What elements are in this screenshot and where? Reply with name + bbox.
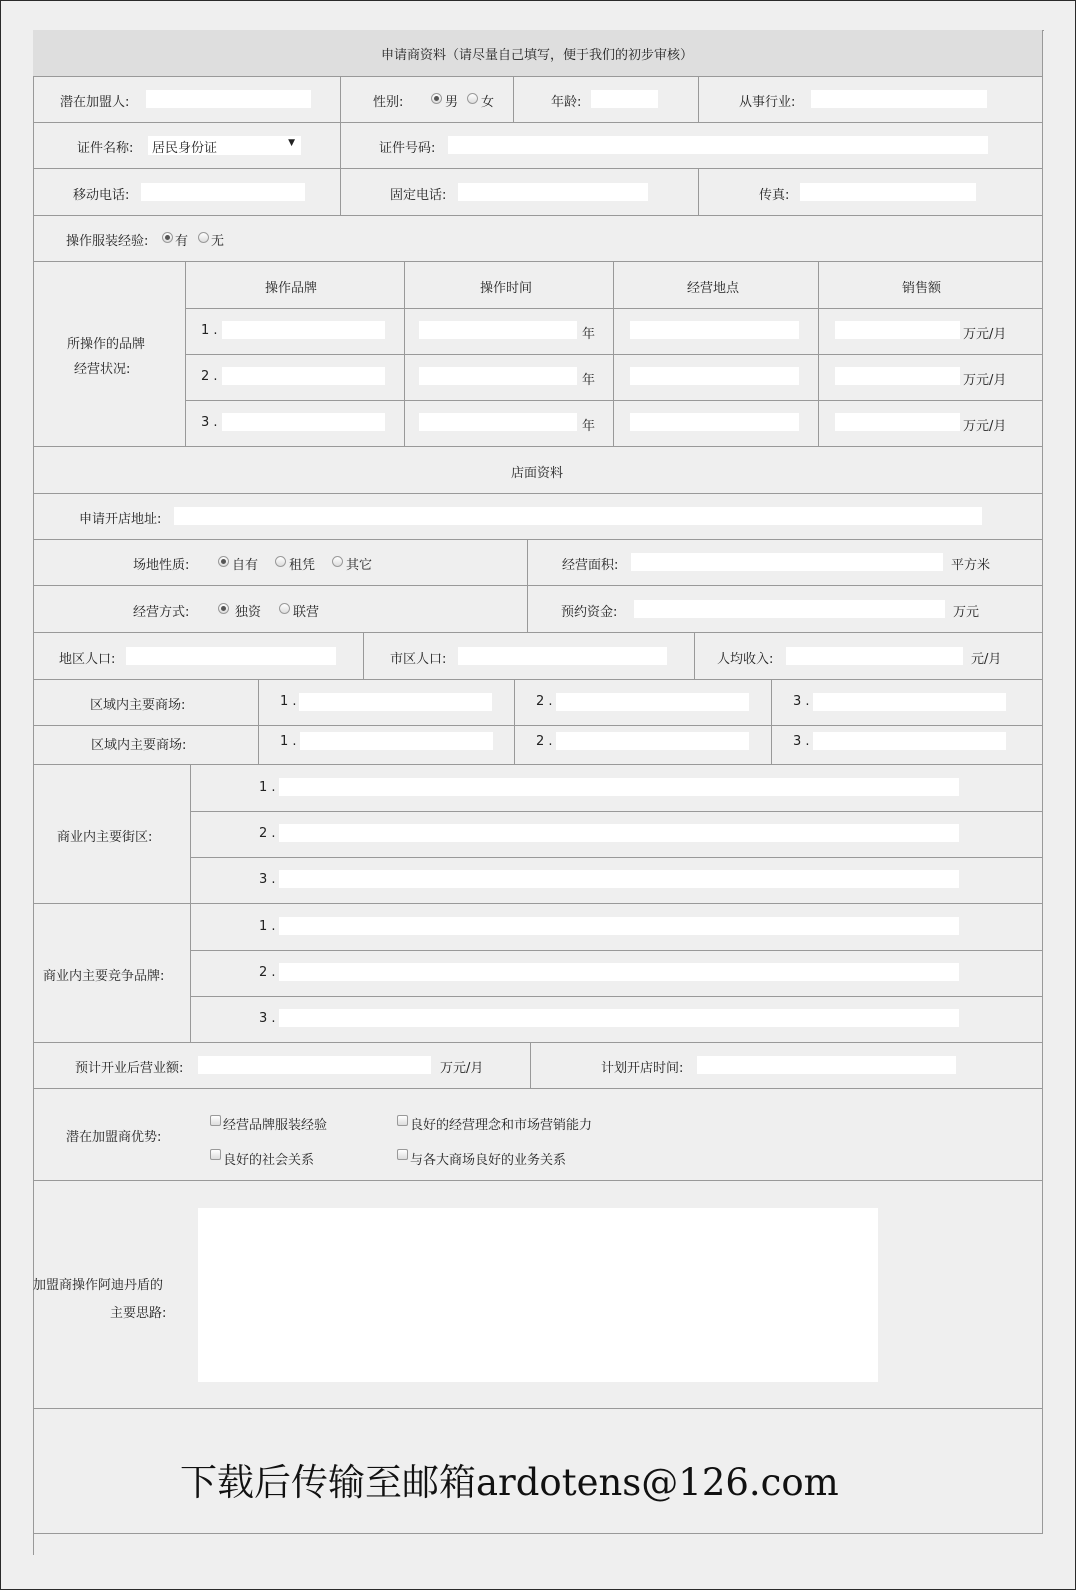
street-number: 3 .	[259, 872, 276, 887]
store-section-title-row	[33, 447, 1043, 494]
form-title: 申请商资料（请尽量自己填写，便于我们的初步审核）	[380, 48, 693, 63]
site-label: 场地性质:	[133, 558, 190, 573]
fund-cell	[527, 586, 528, 632]
brand-time-input[interactable]	[419, 367, 577, 385]
mode-joint-radio[interactable]	[279, 603, 290, 614]
brand-time-unit: 年	[582, 327, 596, 342]
phone-label: 固定电话:	[390, 188, 447, 203]
phone-row	[33, 169, 1043, 216]
brand-name-input[interactable]	[222, 367, 385, 385]
fund-unit: 万元	[953, 605, 980, 620]
mall-cell-3	[771, 680, 772, 725]
applicant-name-input[interactable]	[146, 90, 311, 108]
revenue-label: 预计开业后营业额:	[75, 1061, 184, 1076]
competitor-input[interactable]	[279, 917, 959, 935]
brand-name-input[interactable]	[222, 321, 385, 339]
site-own-label: 自有	[232, 558, 259, 573]
brand-sales-unit: 万元/月	[963, 373, 1007, 388]
gender-label: 性别:	[373, 95, 404, 110]
industry-label: 从事行业:	[739, 95, 796, 110]
mall-number: 1 .	[280, 694, 297, 709]
site-own-radio[interactable]	[218, 556, 229, 567]
revenue-unit: 万元/月	[440, 1061, 484, 1076]
income-label: 人均收入:	[717, 652, 774, 667]
brands-header-sales: 销售额	[902, 281, 942, 296]
experience-yes-radio[interactable]	[162, 232, 173, 243]
revenue-input[interactable]	[198, 1056, 431, 1074]
cert-type-select[interactable]	[148, 136, 301, 155]
ideas-textarea[interactable]	[198, 1208, 878, 1382]
experience-label: 操作服装经验:	[66, 234, 149, 249]
open-time-label: 计划开店时间:	[601, 1061, 684, 1076]
mode-sole-label: 独资	[235, 605, 262, 620]
competitors-block	[33, 904, 1043, 1043]
brand-time-unit: 年	[582, 373, 596, 388]
mall-cell-3	[771, 726, 772, 764]
gender-female-radio[interactable]	[467, 93, 478, 104]
chevron-down-icon: ▼	[288, 138, 295, 148]
experience-row	[33, 216, 1043, 262]
mode-label: 经营方式:	[133, 605, 190, 620]
competitor-number: 2 .	[259, 965, 276, 980]
mall-cell-2	[514, 726, 515, 764]
advantage-label: 良好的社会关系	[223, 1153, 315, 1168]
mall-input[interactable]	[813, 693, 1006, 711]
mode-joint-label: 联营	[293, 605, 320, 620]
malls-row-1	[33, 680, 1043, 726]
brands-block	[33, 262, 1043, 447]
cert-type-label: 证件名称:	[77, 141, 134, 156]
site-other-radio[interactable]	[332, 556, 343, 567]
applicant-row	[33, 77, 1043, 123]
ideas-label-line2: 主要思路:	[110, 1306, 167, 1321]
brands-header-time: 操作时间	[480, 281, 533, 296]
area-cell	[527, 540, 528, 585]
applicant-name-label: 潜在加盟人:	[60, 95, 130, 110]
income-unit: 元/月	[971, 652, 1002, 667]
address-row	[33, 494, 1043, 540]
cert-number-label: 证件号码:	[379, 141, 436, 156]
area-unit: 平方米	[951, 558, 991, 573]
mall-input[interactable]	[556, 693, 749, 711]
city-population-cell	[363, 633, 364, 679]
cert-number-input[interactable]	[448, 136, 988, 154]
brands-label-line1: 所操作的品牌	[67, 337, 146, 352]
mall-cell-1	[258, 726, 259, 764]
mall-cell-1	[258, 680, 259, 725]
brand-sales-input[interactable]	[835, 321, 960, 339]
brand-sales-input[interactable]	[835, 367, 960, 385]
site-other-label: 其它	[346, 558, 373, 573]
email-note: 下载后传输至邮箱ardotens@126.com	[180, 1461, 839, 1504]
brand-time-unit: 年	[582, 419, 596, 434]
mode-row	[33, 586, 1043, 633]
mall-input[interactable]	[300, 732, 493, 750]
site-rent-label: 租凭	[289, 558, 316, 573]
mall-number: 2 .	[536, 734, 553, 749]
brand-location-input[interactable]	[630, 413, 799, 431]
competitor-input[interactable]	[279, 1009, 959, 1027]
brand-time-input[interactable]	[419, 321, 577, 339]
city-population-label: 市区人口:	[390, 652, 447, 667]
brand-location-input[interactable]	[630, 367, 799, 385]
fund-label: 预约资金:	[561, 605, 618, 620]
phone-cell	[340, 169, 341, 215]
region-population-label: 地区人口:	[59, 652, 116, 667]
city-population-input[interactable]	[458, 647, 667, 665]
fund-input[interactable]	[634, 600, 945, 618]
certificate-row	[33, 123, 1043, 169]
mall-input[interactable]	[813, 732, 1006, 750]
gender-male-radio[interactable]	[431, 93, 442, 104]
street-number: 1 .	[259, 780, 276, 795]
cert-type-value: 居民身份证	[152, 141, 218, 156]
mall-input[interactable]	[299, 693, 492, 711]
brands-label-line2: 经营状况:	[74, 362, 131, 377]
advantage-checkbox[interactable]	[397, 1115, 408, 1126]
streets-label: 商业内主要街区:	[57, 830, 153, 845]
brand-row-number: 2 .	[201, 369, 218, 384]
street-input[interactable]	[279, 778, 959, 796]
store-section-title: 店面资料	[510, 466, 563, 481]
age-cell	[513, 77, 514, 122]
competitors-label: 商业内主要竞争品牌:	[43, 969, 165, 984]
advantage-checkbox[interactable]	[210, 1115, 221, 1126]
advantage-label: 与各大商场良好的业务关系	[410, 1153, 567, 1168]
area-input[interactable]	[631, 553, 943, 571]
brand-sales-input[interactable]	[835, 413, 960, 431]
mall-input[interactable]	[556, 732, 749, 750]
mall-number: 2 .	[536, 694, 553, 709]
brand-sales-unit: 万元/月	[963, 327, 1007, 342]
address-input[interactable]	[174, 507, 982, 525]
site-row	[33, 540, 1043, 586]
age-label: 年龄:	[551, 95, 582, 110]
mobile-label: 移动电话:	[73, 188, 130, 203]
gender-cell	[340, 77, 341, 122]
advantage-checkbox[interactable]	[397, 1149, 408, 1160]
brands-header-brand: 操作品牌	[265, 281, 318, 296]
area-label: 经营面积:	[562, 558, 619, 573]
gender-female-label: 女	[481, 95, 495, 110]
fax-cell	[698, 169, 699, 215]
advantage-label: 良好的经营理念和市场营销能力	[410, 1118, 593, 1133]
malls-row-2	[33, 726, 1043, 765]
site-rent-radio[interactable]	[275, 556, 286, 567]
ideas-label-line1: 加盟商操作阿迪丹盾的	[33, 1278, 164, 1293]
mall-number: 1 .	[280, 734, 297, 749]
brands-header-location: 经营地点	[687, 281, 740, 296]
experience-yes-label: 有	[175, 234, 189, 249]
competitor-number: 1 .	[259, 919, 276, 934]
income-input[interactable]	[786, 647, 963, 665]
industry-input[interactable]	[811, 90, 987, 108]
mall-cell-2	[514, 680, 515, 725]
streets-block	[33, 765, 1043, 904]
competitor-input[interactable]	[279, 963, 959, 981]
advantage-checkbox[interactable]	[210, 1149, 221, 1160]
brand-location-input[interactable]	[630, 321, 799, 339]
experience-no-radio[interactable]	[198, 232, 209, 243]
age-input[interactable]	[591, 90, 658, 108]
experience-no-label: 无	[211, 234, 225, 249]
mode-sole-radio[interactable]	[218, 603, 229, 614]
address-label: 申请开店地址:	[79, 512, 162, 527]
brand-sales-unit: 万元/月	[963, 419, 1007, 434]
brand-name-input[interactable]	[222, 413, 385, 431]
advantages-label: 潜在加盟商优势:	[66, 1130, 162, 1145]
fax-input[interactable]	[800, 183, 976, 201]
competitor-number: 3 .	[259, 1011, 276, 1026]
brand-row-number: 1 .	[201, 323, 218, 338]
revenue-row	[33, 1043, 1043, 1089]
industry-cell	[698, 77, 699, 122]
fax-label: 传真:	[759, 188, 790, 203]
street-number: 2 .	[259, 826, 276, 841]
advantages-row	[33, 1089, 1043, 1181]
street-input[interactable]	[279, 824, 959, 842]
income-cell	[694, 633, 695, 679]
mall-number: 3 .	[793, 734, 810, 749]
open-time-cell	[530, 1043, 531, 1088]
mobile-input[interactable]	[141, 183, 305, 201]
open-time-input[interactable]	[697, 1056, 956, 1074]
mall-number: 3 .	[793, 694, 810, 709]
region-population-input[interactable]	[126, 647, 336, 665]
malls-label: 区域内主要商场:	[90, 698, 186, 713]
population-row	[33, 633, 1043, 680]
malls-label: 区域内主要商场:	[91, 738, 187, 753]
street-input[interactable]	[279, 870, 959, 888]
brand-row-number: 3 .	[201, 415, 218, 430]
brand-time-input[interactable]	[419, 413, 577, 431]
gender-male-label: 男	[445, 95, 459, 110]
advantage-label: 经营品牌服装经验	[223, 1118, 328, 1133]
cert-number-cell	[340, 123, 341, 168]
phone-input[interactable]	[458, 183, 648, 201]
form-title-row	[33, 30, 1043, 77]
